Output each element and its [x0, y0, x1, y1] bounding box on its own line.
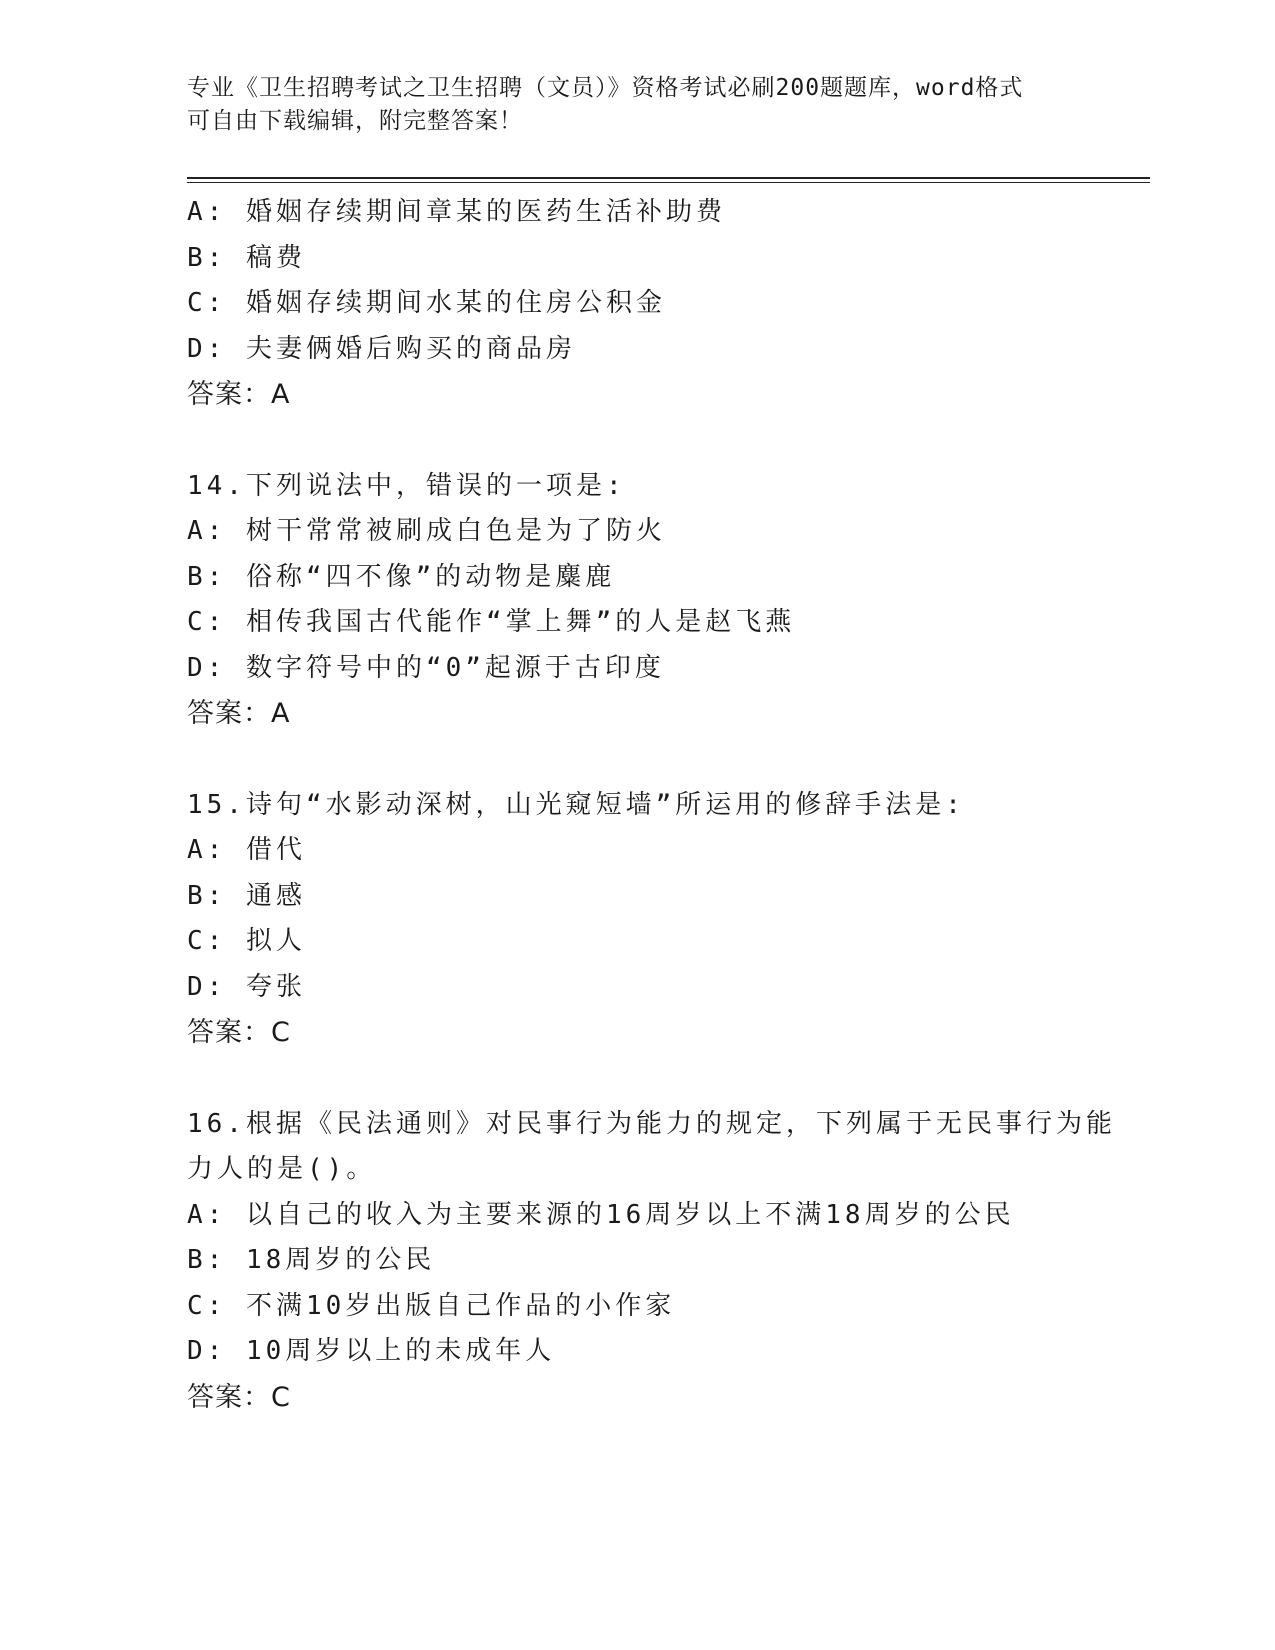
option-b: B: 稿费: [187, 242, 306, 273]
question-text-line-1: 16.根据《民法通则》对民事行为能力的规定，下列属于无民事行为能: [187, 1108, 1116, 1139]
option-a: A: 借代: [187, 835, 306, 865]
header-line-1: 专业《卫生招聘考试之卫生招聘（文员）》资格考试必刷200题题库，word格式: [187, 75, 1024, 101]
question-text: 15.诗句“水影动深树，山光窥短墙”所运用的修辞手法是:: [187, 789, 965, 820]
option-a: A: 婚姻存续期间章某的医药生活补助费: [187, 197, 726, 227]
option-a: A: 树干常常被刷成白色是为了防火: [187, 516, 666, 546]
question-15-block: [187, 783, 1087, 1056]
header-divider-thick: [187, 177, 1150, 179]
option-c: C: 婚姻存续期间水某的住房公积金: [187, 288, 666, 318]
option-a: A: 以自己的收入为主要来源的16周岁以上不满18周岁的公民: [187, 1199, 1015, 1230]
document-header: [187, 72, 1067, 138]
option-d: D: 夫妻俩婚后购买的商品房: [187, 333, 576, 364]
answer-line: 答案：C: [187, 1017, 291, 1048]
question-16-block: [187, 1102, 1116, 1421]
option-d: D: 夸张: [187, 971, 306, 1002]
answer-line: 答案：A: [187, 379, 291, 410]
question-text-line-2: 力人的是()。: [187, 1154, 377, 1184]
option-d: D: 数字符号中的“0”起源于古印度: [187, 652, 665, 683]
option-b: B: 俗称“四不像”的动物是麋鹿: [187, 561, 616, 592]
option-b: B: 18周岁的公民: [187, 1245, 436, 1275]
question-list: [187, 190, 1116, 1420]
answer-line: 答案：C: [187, 1381, 291, 1413]
answer-line: 答案：A: [187, 698, 291, 729]
option-c: C: 拟人: [187, 926, 306, 956]
header-divider-thin: [187, 182, 1150, 183]
option-c: C: 相传我国古代能作“掌上舞”的人是赵飞燕: [187, 607, 796, 637]
header-line-2: 可自由下载编辑，附完整答案！: [187, 108, 523, 134]
question-14-block: [187, 464, 1087, 737]
option-d: D: 10周岁以上的未成年人: [187, 1336, 556, 1366]
option-b: B: 通感: [187, 880, 306, 911]
option-c: C: 不满10岁出版自己作品的小作家: [187, 1290, 676, 1321]
question-13-block: [187, 190, 1087, 418]
question-text: 14.下列说法中，错误的一项是:: [187, 470, 626, 501]
